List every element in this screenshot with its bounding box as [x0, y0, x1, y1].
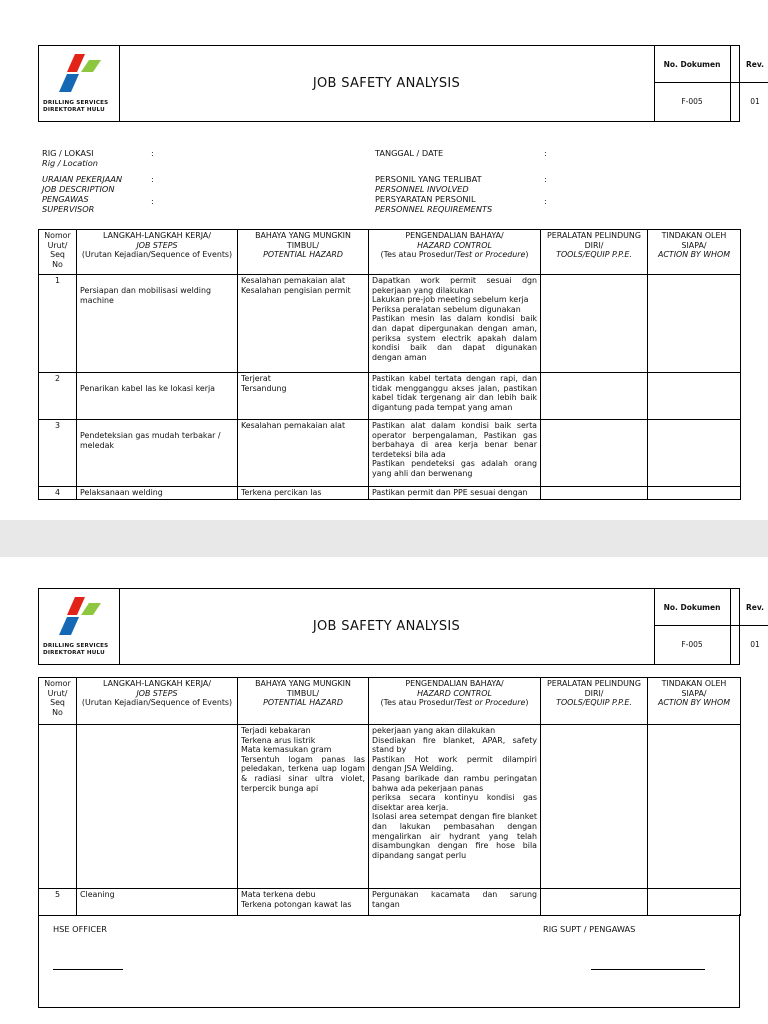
header-ppe-en: TOOLS/EQUIP P.P.E. [556, 250, 632, 260]
row-hazard-cell [238, 275, 369, 373]
org-name [43, 643, 108, 657]
table-row [39, 420, 741, 487]
header-control-title: PENGENDALIAN BAHAYA/ [405, 679, 504, 688]
row-hazard-cell [238, 725, 369, 889]
header-seq-line: Nomor [44, 679, 71, 688]
row-hazard: Terjadi kebakaran [241, 726, 311, 735]
header-control-note-a: (Tes atau Prosedur/ [380, 698, 457, 708]
personnel-requirements-label: PERSYARATAN PERSONIL [375, 194, 476, 204]
row-hazard: Tersentuh logam panas las peledakan, terkena uap logam & radiasi sinar ultra violet, terpercik bunga api [241, 754, 365, 793]
header-control-note-b: Test or Procedure [456, 698, 526, 708]
header-job-steps-note: (Urutan Kejadian/Sequence of Events) [81, 250, 233, 260]
header-hazard-en: POTENTIAL HAZARD [263, 698, 343, 708]
revision-label: Rev. [731, 589, 768, 626]
row-step: Persiapan dan mobilisasi welding machine [80, 286, 211, 305]
header-job-steps [77, 230, 238, 275]
header-control-en: HAZARD CONTROL [417, 240, 492, 250]
header-action-title: TINDAKAN OLEH SIAPA/ [661, 231, 727, 250]
rig-supt-label: RIG SUPT / PENGAWAS [543, 924, 636, 934]
document-header [38, 45, 764, 122]
rig-location-label: RIG / LOKASI [42, 148, 94, 158]
header-ppe-en: TOOLS/EQUIP P.P.E. [556, 698, 632, 708]
row-action-by [648, 420, 741, 487]
row-step: Cleaning [77, 889, 238, 916]
header-job-steps-title: LANGKAH-LANGKAH KERJA/ [103, 679, 211, 688]
row-step [77, 725, 238, 889]
colon: : [151, 148, 154, 158]
header-potential-hazard [238, 230, 369, 275]
table-row [39, 373, 741, 420]
row-step: Pelaksanaan welding [77, 487, 238, 500]
header-potential-hazard [238, 678, 369, 725]
table-header-row [39, 230, 741, 275]
row-control: Pastikan permit dan PPE sesuai dengan [369, 487, 541, 500]
row-seq-no: 1 [39, 275, 77, 373]
row-hazard: Mata kemasukan gram [241, 745, 332, 755]
colon: : [151, 196, 154, 206]
header-seq-line: No [52, 259, 63, 269]
row-action-by [648, 275, 741, 373]
row-action-by [648, 889, 741, 916]
header-job-steps-en: JOB STEPS [136, 688, 178, 698]
row-step: Penarikan kabel las ke lokasi kerja [80, 384, 216, 393]
row-hazard: Terkena percikan las [238, 487, 369, 500]
job-description-field [42, 174, 122, 214]
row-seq-no: 3 [39, 420, 77, 487]
header-ppe-title: PERALATAN PELINDUNG DIRI/ [547, 679, 641, 698]
pertamina-logo-icon [55, 595, 103, 637]
hse-officer-signature-line [53, 969, 123, 970]
header-job-steps-title: LANGKAH-LANGKAH KERJA/ [103, 231, 211, 240]
row-ppe [541, 725, 648, 889]
supervisor-label: PENGAWAS [42, 194, 89, 204]
title-cell [119, 46, 655, 121]
header-seq-line: Seq [50, 250, 65, 260]
header-seq-no [39, 230, 77, 275]
row-seq-no: 2 [39, 373, 77, 420]
row-control: Pergunakan kacamata dan sarung tangan [369, 889, 541, 916]
header-action-title: TINDAKAN OLEH SIAPA/ [661, 679, 727, 698]
date-field [375, 148, 443, 158]
header-action-by [648, 230, 741, 275]
row-step-cell [77, 420, 238, 487]
header-control-note-c: ) [525, 250, 529, 260]
colon: : [544, 196, 547, 206]
title-cell [119, 589, 655, 664]
header-ppe [541, 678, 648, 725]
row-seq-no: 4 [39, 487, 77, 500]
page-2 [0, 557, 768, 1024]
row-control: Dapatkan work permit sesuai dgn pekerjaan yang dilakukan Lakukan pre-job meeting sebelum kerja Periksa peralatan sebelum digunakan Pastikan mesin las dalam kondisi baik dan dapat dipergunakan dengan aman, periksa system electrik apakah dalam kondisi baik dan dapat digunakan dengan aman [369, 275, 541, 373]
header-seq-line: Urut/ [47, 240, 68, 250]
header-seq-no [39, 678, 77, 725]
row-ppe [541, 420, 648, 487]
header-ppe-title: PERALATAN PELINDUNG DIRI/ [547, 231, 641, 250]
row-ppe [541, 487, 648, 500]
job-description-label: URAIAN PEKERJAAN [42, 174, 123, 184]
doc-number-value: F-005 [654, 83, 731, 121]
row-action-by [648, 487, 741, 500]
org-name [43, 100, 108, 114]
table-row [39, 889, 741, 916]
org-line-2: DIREKTORAT HULU [43, 650, 105, 656]
row-step-cell [77, 275, 238, 373]
row-hazard-cell [238, 373, 369, 420]
org-line-2: DIREKTORAT HULU [43, 107, 105, 113]
table-header-row [39, 678, 741, 725]
row-hazard: Mata terkena debu [241, 890, 316, 899]
row-hazard: Terjerat [241, 374, 271, 383]
header-seq-line: Nomor [44, 231, 71, 240]
header-hazard-title: BAHAYA YANG MUNGKIN TIMBUL/ [255, 679, 351, 698]
row-control: pekerjaan yang akan dilakukan Disediakan fire blanket, APAR, safety stand by Pastikan Hot work permit dilampiri dengan JSA Welding. Pasang barikade dan rambu peringatan bahwa ada pekerjaan panas periksa secara kontinyu kondisi gas disektar area kerja. Isolasi area setempat dengan fire blanket dan lakukan pembasahan dengan mengalirkan air hydrant yang telah disambungkan dengan fire hose bila dipandang sangat perlu [369, 725, 541, 889]
row-hazard-cell [238, 420, 369, 487]
header-control-note-c: ) [525, 698, 529, 708]
table-row [39, 275, 741, 373]
personnel-involved-label: PERSONIL YANG TERLIBAT [375, 174, 482, 184]
row-hazard: Kesalahan pemakaian alat [241, 276, 346, 285]
hse-officer-label: HSE OFFICER [53, 924, 107, 934]
date-label: TANGGAL / DATE [375, 148, 444, 158]
row-seq-no: 5 [39, 889, 77, 916]
header-job-steps-note: (Urutan Kejadian/Sequence of Events) [81, 698, 233, 708]
header-hazard-en: POTENTIAL HAZARD [263, 250, 343, 260]
row-control: Pastikan alat dalam kondisi baik serta operator berpengalaman, Pastikan gas berbahaya di area kerja benar benar terdeteksi bila ada Pastikan pendeteksi gas adalah orang yang ahli dan berwenang [369, 420, 541, 487]
personnel-involved-sublabel: PERSONNEL INVOLVED [375, 184, 469, 194]
header-hazard-control [369, 678, 541, 725]
header-hazard-control [369, 230, 541, 275]
logo-cell [39, 589, 120, 664]
row-hazard: Kesalahan pengisian permit [241, 285, 351, 295]
row-hazard-cell [238, 889, 369, 916]
header-seq-line: Urut/ [47, 688, 68, 698]
org-line-1: DRILLING SERVICES [43, 100, 109, 106]
jsa-table [38, 677, 741, 916]
header-seq-line: No [52, 707, 63, 717]
colon: : [151, 174, 154, 184]
job-description-sublabel: JOB DESCRIPTION [42, 184, 115, 194]
row-hazard: Tersandung [241, 383, 287, 393]
colon: : [544, 148, 547, 158]
org-line-1: DRILLING SERVICES [43, 643, 109, 649]
signature-box [38, 914, 740, 1008]
revision-value: 01 [750, 640, 760, 649]
header-action-en: ACTION BY WHOM [657, 698, 731, 708]
doc-number-label: No. Dokumen [654, 589, 731, 626]
header-job-steps-en: JOB STEPS [136, 240, 178, 250]
row-step-cell [77, 373, 238, 420]
row-step: Pendeteksian gas mudah terbakar / meledak [80, 431, 221, 450]
header-action-by [648, 678, 741, 725]
revision-value: 01 [750, 97, 760, 106]
header-action-en: ACTION BY WHOM [657, 250, 731, 260]
supervisor-sublabel: SUPERVISOR [42, 204, 95, 214]
table-row [39, 487, 741, 500]
doc-number-value: F-005 [654, 626, 731, 664]
row-hazard: Terkena potongan kawat las [241, 899, 352, 909]
row-control: Pastikan kabel tertata dengan rapi, dan tidak mengganggu akses jalan, pastikan kabel tidak tergenang air dan lebih baik digantung pada tempat yang aman [369, 373, 541, 420]
row-ppe [541, 275, 648, 373]
header-job-steps [77, 678, 238, 725]
header-control-en: HAZARD CONTROL [417, 688, 492, 698]
revision-label: Rev. [731, 46, 768, 83]
row-action-by [648, 725, 741, 889]
row-hazard: Kesalahan pemakaian alat [241, 421, 346, 430]
document-title: JOB SAFETY ANALYSIS [312, 76, 461, 91]
colon: : [544, 174, 547, 184]
header-control-title: PENGENDALIAN BAHAYA/ [405, 231, 504, 240]
row-ppe [541, 373, 648, 420]
pertamina-logo-icon [55, 52, 103, 94]
row-seq-no [39, 725, 77, 889]
rig-location-field [42, 148, 98, 168]
row-action-by [648, 373, 741, 420]
rig-location-sublabel: Rig / Location [42, 158, 98, 168]
logo-cell [39, 46, 120, 121]
document-title: JOB SAFETY ANALYSIS [312, 619, 461, 634]
row-ppe [541, 889, 648, 916]
header-control-note-b: Test or Procedure [456, 250, 526, 260]
personnel-field [375, 174, 492, 214]
header-seq-line: Seq [50, 698, 65, 708]
jsa-table [38, 229, 741, 500]
doc-number-label: No. Dokumen [654, 46, 731, 83]
header-hazard-title: BAHAYA YANG MUNGKIN TIMBUL/ [255, 231, 351, 250]
header-control-note-a: (Tes atau Prosedur/ [380, 250, 457, 260]
document-header [38, 588, 764, 665]
personnel-requirements-sublabel: PERSONNEL REQUIREMENTS [375, 204, 493, 214]
header-control-note [372, 698, 537, 708]
table-row [39, 725, 741, 889]
row-hazard: Terkena arus listrik [241, 735, 316, 745]
header-control-note [372, 250, 537, 260]
rig-supt-signature-line [591, 969, 705, 970]
header-ppe [541, 230, 648, 275]
